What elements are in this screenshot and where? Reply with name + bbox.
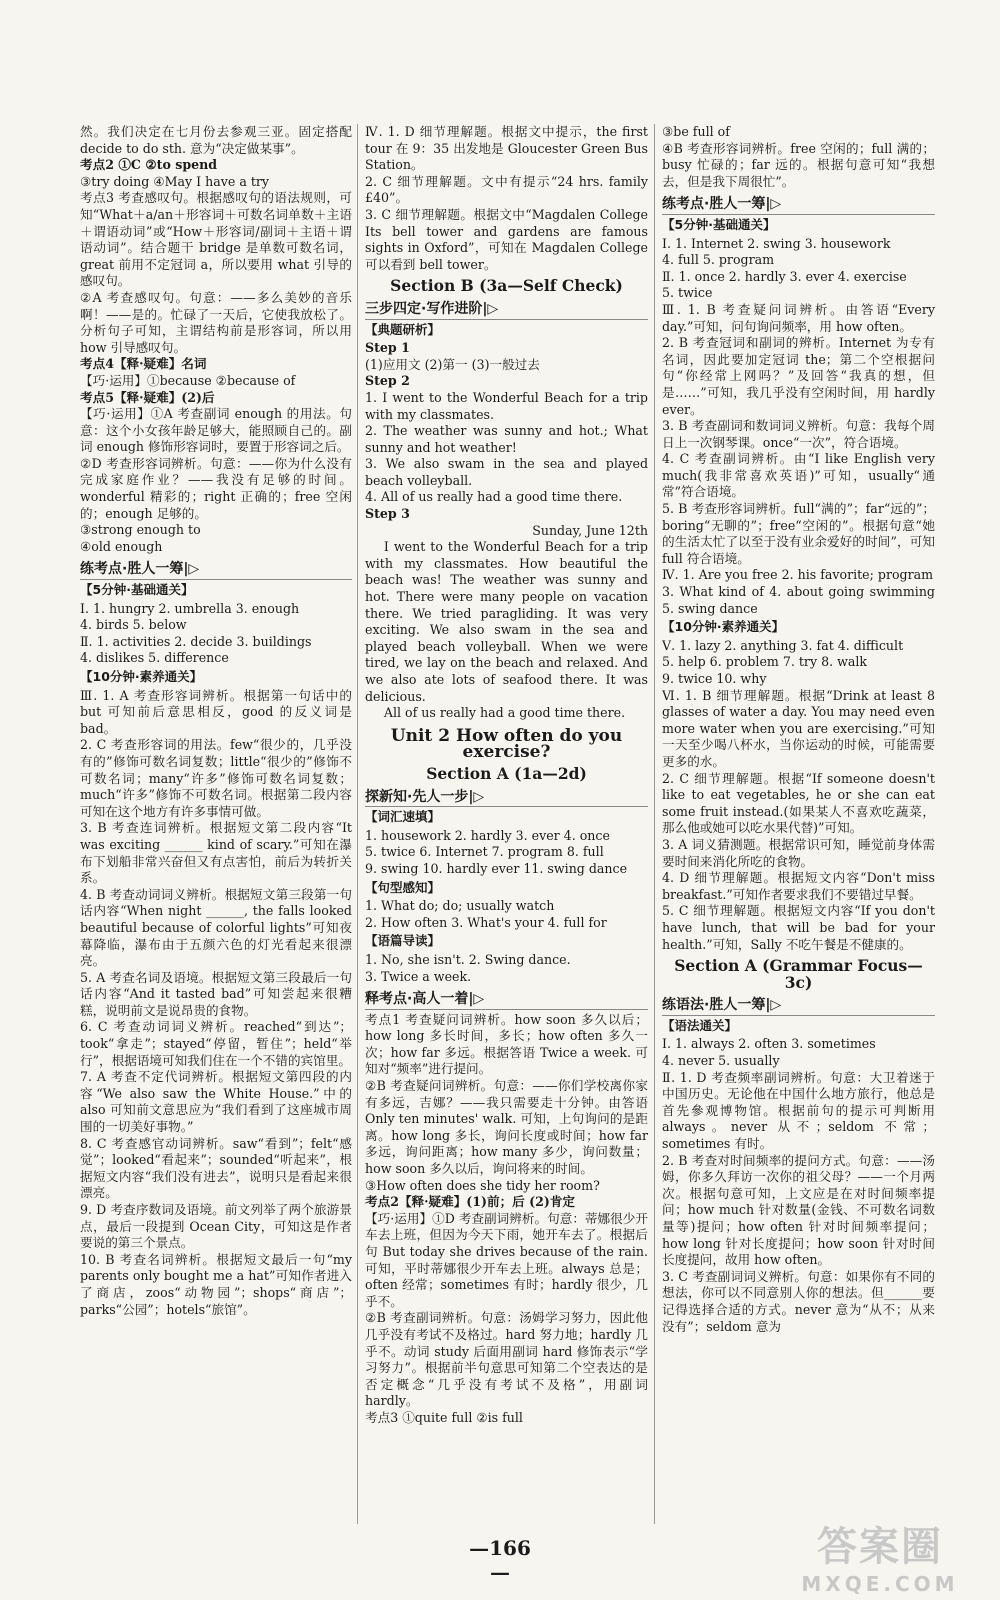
answer-entry: 【巧·运用】①A 考查副词 enough 的用法。句意：这个小女孩年龄足够大，能照顾自己的。副词 enough 修饰形容词时，要置于形容词之后。 — [80, 406, 352, 455]
answer-entry: Ⅱ. 1. D 考查频率副词辨析。句意：大卫着迷于中国历史。无论他在中国什么地方旅行，他总是首先參观博物馆。根据前句的提示可判断用 always。never 从不；seldom 不常；sometimes 有时。 — [662, 1069, 935, 1152]
answer-entry: ③strong enough to — [80, 522, 201, 538]
subsection-heading: 【10分钟·素养通关】 — [80, 669, 203, 684]
answer-entry: 2. C 细节理解题。根据“If someone doesn't like to eat vegetables, he or she can eat some fruit instead.(如果某人不喜欢吃蔬菜，那么他或她可以吃水果代替)”可知。 — [662, 770, 935, 836]
answer-entry: 2. B 考查冠词和副词的辨析。Internet 为专有名词，因此要加定冠词 the；第二个空根据问句“你经常上网吗？”及回答“我真的想，但是……”可知，我几乎没有空闲时间，用 hardly ever。 — [662, 335, 935, 417]
answer-entry: ④B 考查形容词辨析。free 空闲的；full 满的；busy 忙碌的；far 远的。根据句意可知“我想去，但是我下周很忙”。 — [662, 140, 935, 189]
section-banner: 探新知·先人一步|▷ — [365, 789, 648, 808]
answer-entry: ③be full of — [662, 124, 730, 139]
answer-entry: 2. The weather was sunny and hot.; What sunny and hot weather! — [365, 423, 648, 455]
answer-entry: 5. twice — [662, 285, 713, 301]
answer-entry: Ⅲ. 1. A 考查形容词辨析。根据第一句话中的 but 可知前后意思相反，good 的反义词是 bad。 — [80, 687, 352, 736]
answer-entry: 10. B 考查名词辨析。根据短文最后一句“my parents only bought me a hat”可知作者进入了商店，zoos“动物园”；shops“商店”；parks“公园”；hotels“旅馆”。 — [80, 1251, 352, 1317]
watermark-cn: 答案圈 — [817, 1524, 943, 1570]
section-banner: 练考点·胜人一筹|▷ — [80, 561, 352, 580]
answer-entry: ②A 考查感叹句。句意：——多么美妙的音乐啊！——是的。忙碌了一天后，它使我放松了。分析句子可知，主谓结构前是形容词，所以用 how 引导感叹句。 — [80, 289, 352, 355]
subsection-heading: 【5分钟·基础通关】 — [662, 216, 776, 232]
answer-entry: 【巧·运用】①because ②because of — [80, 372, 296, 388]
answer-entry: 考点5【释·疑难】(2)后 — [80, 389, 215, 405]
section-banner: 练考点·胜人一筹|▷ — [662, 196, 935, 215]
answer-entry: 然。我们决定在七月份去参观三亚。固定搭配 decide to do sth. 意为“决定做某事”。 — [80, 124, 352, 156]
answer-entry: 9. D 考查序数词及语境。前文列举了两个旅游景点，最后一段提到 Ocean City，可知这是作者要说的第三个景点。 — [80, 1202, 352, 1251]
answer-entry: 考点2【释·疑难】(1)前；后 (2)肯定 — [365, 1194, 576, 1210]
subsection-heading: 【典题研析】 — [365, 321, 441, 337]
watermark-logo — [785, 1515, 975, 1596]
answer-entry: 3. C 考查副词词义辨析。句意：如果你有不同的想法，你可以不同意别人你的想法。但______要记得选择合适的方式。never 意为“从不；从来没有”；seldom 意为 — [662, 1268, 935, 1334]
column-left — [80, 124, 352, 1524]
answer-entry: 3. We also swam in the sea and played beach volleyball. — [365, 456, 648, 488]
answer-entry: 5. C 细节理解题。根据短文内容“If you don't have lunch, that will be bad for your health.”可知，Sally 不吃午餐是不健康的。 — [662, 903, 935, 952]
answer-entry: Ⅴ. 1. lazy 2. anything 3. fat 4. difficult — [662, 637, 904, 653]
answer-entry: 2. How often 3. What's your 4. full for — [365, 914, 607, 930]
answer-entry: 3. B 考查连词辨析。根据短文第二段内容“It was exciting ______ kind of scary.”可知在瀑布下划船非常兴奋但又有点害怕，前后为转折关系。 — [80, 820, 352, 886]
column-divider-1 — [357, 124, 358, 1524]
answer-entry: ②D 考查形容词辨析。句意：——你为什么没有完成家庭作业？——我没有足够的时间。wonderful 精彩的；right 正确的；free 空闲的；enough 足够的。 — [80, 455, 352, 521]
column-right — [662, 124, 935, 1524]
answer-entry: 3. C 细节理解题。根据文中“Magdalen College Its bell tower and gardens are famous sights in Oxford”，可知在 Magdalen College 可以看到 bell tower。 — [365, 206, 648, 272]
answer-entry: 6. C 考查动词词义辨析。reached“到达”；took“拿走”；stayed“停留，暂住”；held“举行”，根据语境可知我们住在一个不错的宾馆里。 — [80, 1019, 352, 1068]
answer-entry: 3. What kind of 4. about going swimming 5. swing dance — [662, 584, 935, 616]
answer-entry: 4. C 考查副词辨析。由“I like English very much(我非常喜欢英语)”可知，usually“通常”符合语境。 — [662, 451, 935, 500]
answer-entry: 7. A 考查不定代词辨析。根据短文第四段的内容“We also saw the White House.”中的 also 可知前文意思应为“我们看到了这座城市周围的一切美好事物。” — [80, 1069, 352, 1135]
answer-entry: 9. twice 10. why — [662, 671, 767, 686]
essay-paragraph: All of us really had a good time there. — [383, 705, 626, 721]
answer-entry: Ⅳ. 1. D 细节理解题。根据文中提示，the first tour 在 9：35 出发地是 Gloucester Green Bus Station。 — [365, 124, 648, 173]
answer-entry: Ⅰ. 1. Internet 2. swing 3. housework — [662, 235, 891, 251]
answer-entry: ②B 考查副词辨析。句意：汤姆学习努力，因此他几乎没有考试不及格过。hard 努力地；hardly 几乎不。动词 study 后面用副词 hard 修饰表示“学习努力”。根据前半句意思可知第二个空表达的是否定概念“几乎没有考试不及格”，用副词 hardly。 — [365, 1310, 648, 1409]
answer-entry: Ⅲ. 1. B 考查疑问词辨析。由答语“Every day.”可知，问句询问频率，用 how often。 — [662, 301, 935, 334]
answer-entry: 8. C 考查感官动词辨析。saw“看到”；felt“感觉”；looked“看起来”；sounded“听起来”，根据短文内容“我们没有进去”，说明只是看起来很漂亮。 — [80, 1135, 352, 1201]
column-divider-2 — [654, 124, 655, 1524]
answer-entry: 4. full 5. program — [662, 252, 775, 268]
answer-entry: 考点1 考查疑问词辨析。how soon 多久以后；how long 多长时间，多长；how often 多久一次；how far 多远。根据答语 Twice a week. 可知对“频率”进行提问。 — [365, 1011, 648, 1077]
section-banner: 释考点·高人一着|▷ — [365, 991, 648, 1010]
answer-entry: 4. All of us really had a good time there. — [365, 489, 623, 505]
answer-entry: 4. B 考查动词词义辨析。根据短文第三段第一句话内容“When night ______, the falls looked beautiful because of colorful lights”可知夜幕降临，瀑布由于五颜六色的灯光看起来很漂亮。 — [80, 886, 352, 969]
answer-entry: 1. I went to the Wonderful Beach for a trip with my classmates. — [365, 389, 648, 422]
answer-entry: 4. never 5. usually — [662, 1053, 780, 1069]
answer-entry: 5. A 考查名词及语境。根据短文第三段最后一句话内容“And it tasted bad”可知尝起来很糟糕，说明前文是说昂贵的食物。 — [80, 969, 352, 1018]
answer-entry: 考点3 ①quite full ②is full — [365, 1409, 523, 1425]
answer-entry: Step 3 — [365, 506, 410, 522]
subsection-heading: 【句型感知】 — [365, 879, 441, 895]
answer-entry: Step 2 — [365, 373, 410, 389]
answer-entry: 考点4【释·疑难】名词 — [80, 356, 207, 372]
subsection-heading: 【5分钟·基础通关】 — [80, 582, 194, 598]
answer-entry: 考点2 ①C ②to spend — [80, 157, 218, 173]
answer-entry: 5. help 6. problem 7. try 8. walk — [662, 654, 868, 670]
answer-entry: Ⅱ. 1. activities 2. decide 3. buildings — [80, 633, 312, 649]
section-banner: 三步四定·写作进阶|▷ — [365, 301, 648, 320]
subsection-heading: 【词汇速填】 — [365, 809, 441, 825]
answer-entry: 5. twice 6. Internet 7. program 8. full — [365, 844, 604, 860]
answer-entry: 3. Twice a week. — [365, 968, 472, 984]
subsection-heading: 【语篇导读】 — [365, 933, 441, 949]
answer-entry: 5. B 考查形容词辨析。full“满的”；far“远的”；boring“无聊的”；free“空闲的”。根据句意“她的生活太忙了以至于没有业余爱好的时间”，可知 full 符合语境。 — [662, 501, 935, 566]
answer-entry: Ⅰ. 1. always 2. often 3. sometimes — [662, 1036, 876, 1052]
section-title: Section B (3a—Self Check) — [390, 276, 623, 296]
answer-entry: 4. dislikes 5. difference — [80, 650, 229, 666]
answer-entry: Ⅱ. 1. once 2. hardly 3. ever 4. exercise — [662, 268, 907, 284]
section-title: Section A (Grammar Focus—3c) — [674, 956, 923, 992]
answer-entry: 4. D 细节理解题。根据短文内容“Don't miss breakfast.”可知作者要求我们不要错过早餐。 — [662, 870, 935, 902]
answer-entry: 【巧·运用】①D 考查副词辨析。句意：蒂娜很少开车去上班，但因为今天下雨，她开车去了。根据后句 But today she drives because of the rain. 可知，平时蒂娜很少开车去上班。always 总是；often 经常；sometimes 有时；hardly 很少，几乎不。 — [365, 1210, 648, 1309]
answer-entry: 3. B 考查副词和数词词义辨析。句意：我每个周日上一次钢琴课。once“一次”，符合语境。 — [662, 418, 935, 450]
page-number: —166— — [469, 1536, 531, 1584]
answer-entry: 2. C 考查形容词的用法。few“很少的，几乎没有的”修饰可数名词复数；little“很少的”修饰不可数名词；many“许多”修饰可数名词复数；much“许多”修饰不可数名词。根据第二段内容可知在这个地方有许多事情可做。 — [80, 737, 352, 819]
answer-entry: 2. C 细节理解题。文中有提示“24 hrs. family £40”。 — [365, 173, 648, 206]
column-middle — [365, 124, 648, 1524]
answer-entry: ④old enough — [80, 538, 163, 554]
answer-entry: 1. housework 2. hardly 3. ever 4. once — [365, 827, 610, 843]
answer-entry: 4. birds 5. below — [80, 617, 187, 633]
answer-entry: Ⅵ. 1. B 细节理解题。根据“Drink at least 8 glasses of water a day. You may need even more water when you are exercising.”可知一天至少喝八杯水，当你运动的时候，可能需要更多的水。 — [662, 687, 935, 769]
answer-entry: 9. swing 10. hardly ever 11. swing dance — [365, 860, 628, 876]
answer-entry: Ⅰ. 1. hungry 2. umbrella 3. enough — [80, 600, 300, 616]
answer-entry: (1)应用文 (2)第一 (3)一般过去 — [365, 356, 540, 372]
answer-entry: 2. B 考查对时间频率的提问方式。句意：——汤姆，你多久拜访一次你的祖父母？——一个月两次。根据句意可知，上文应是在对时间频率提问；how much 针对数量(金钱、不可数名词数量等)提问；how often 针对时间频率提问；how long 针对长度提问；how soon 针对时间长度提问，故用 how often。 — [662, 1152, 935, 1268]
answer-entry: ②B 考查疑问词辨析。句意：——你们学校离你家有多远，吉娜？——我只需要走十分钟。由答语 Only ten minutes' walk. 可知，上句询问的是距离。how long 多长，询问长度或时间；how far 多远，询问距离；how many 多少，询问数量；how soon 多久以后，询问将来的时间。 — [365, 1078, 648, 1177]
answer-entry: 1. What do; do; usually watch — [365, 898, 555, 914]
subsection-heading: 【语法通关】 — [662, 1017, 738, 1033]
answer-entry: Step 1 — [365, 340, 410, 356]
date-line: Sunday, June 12th — [532, 522, 648, 538]
unit-title: Unit 2 How often do you exercise? — [390, 725, 623, 763]
watermark-en: MXQE.COM — [801, 1572, 959, 1596]
section-title: Section A (1a—2d) — [426, 763, 587, 783]
subsection-heading: 【10分钟·素养通关】 — [662, 619, 785, 635]
answer-entry: Ⅳ. 1. Are you free 2. his favorite; program — [662, 567, 934, 583]
answer-entry: ③How often does she tidy her room? — [365, 1177, 600, 1193]
answer-entry: 考点3 考查感叹句。根据感叹句的语法规则，可知“What＋a/an＋形容词＋可数名词单数＋主语＋谓语动词”或“How＋形容词/副词＋主语＋谓语动词”。结合题干 bridge 是单数可数名词，great 前用不定冠词 a，所以要用 what 引导的感叹句。 — [80, 190, 352, 289]
answer-entry: 3. A 词义猜测题。根据常识可知，睡觉前身体需要时间来消化所吃的食物。 — [662, 836, 935, 869]
answer-entry: ③try doing ④May I have a try — [80, 173, 270, 189]
essay-paragraph: I went to the Wonderful Beach for a trip with my classmates. How beautiful the beach was! The weather was sunny and hot. There were many people on vacation there. We tried paragliding. It was very exciting. We also swam in the sea and played beach volleyball. When we were tired, we lay on the beach and relaxed. And we also ate lots of seafood there. It was delicious. — [365, 539, 648, 704]
section-banner: 练语法·胜人一筹|▷ — [662, 997, 935, 1016]
answer-entry: 1. No, she isn't. 2. Swing dance. — [365, 951, 571, 967]
